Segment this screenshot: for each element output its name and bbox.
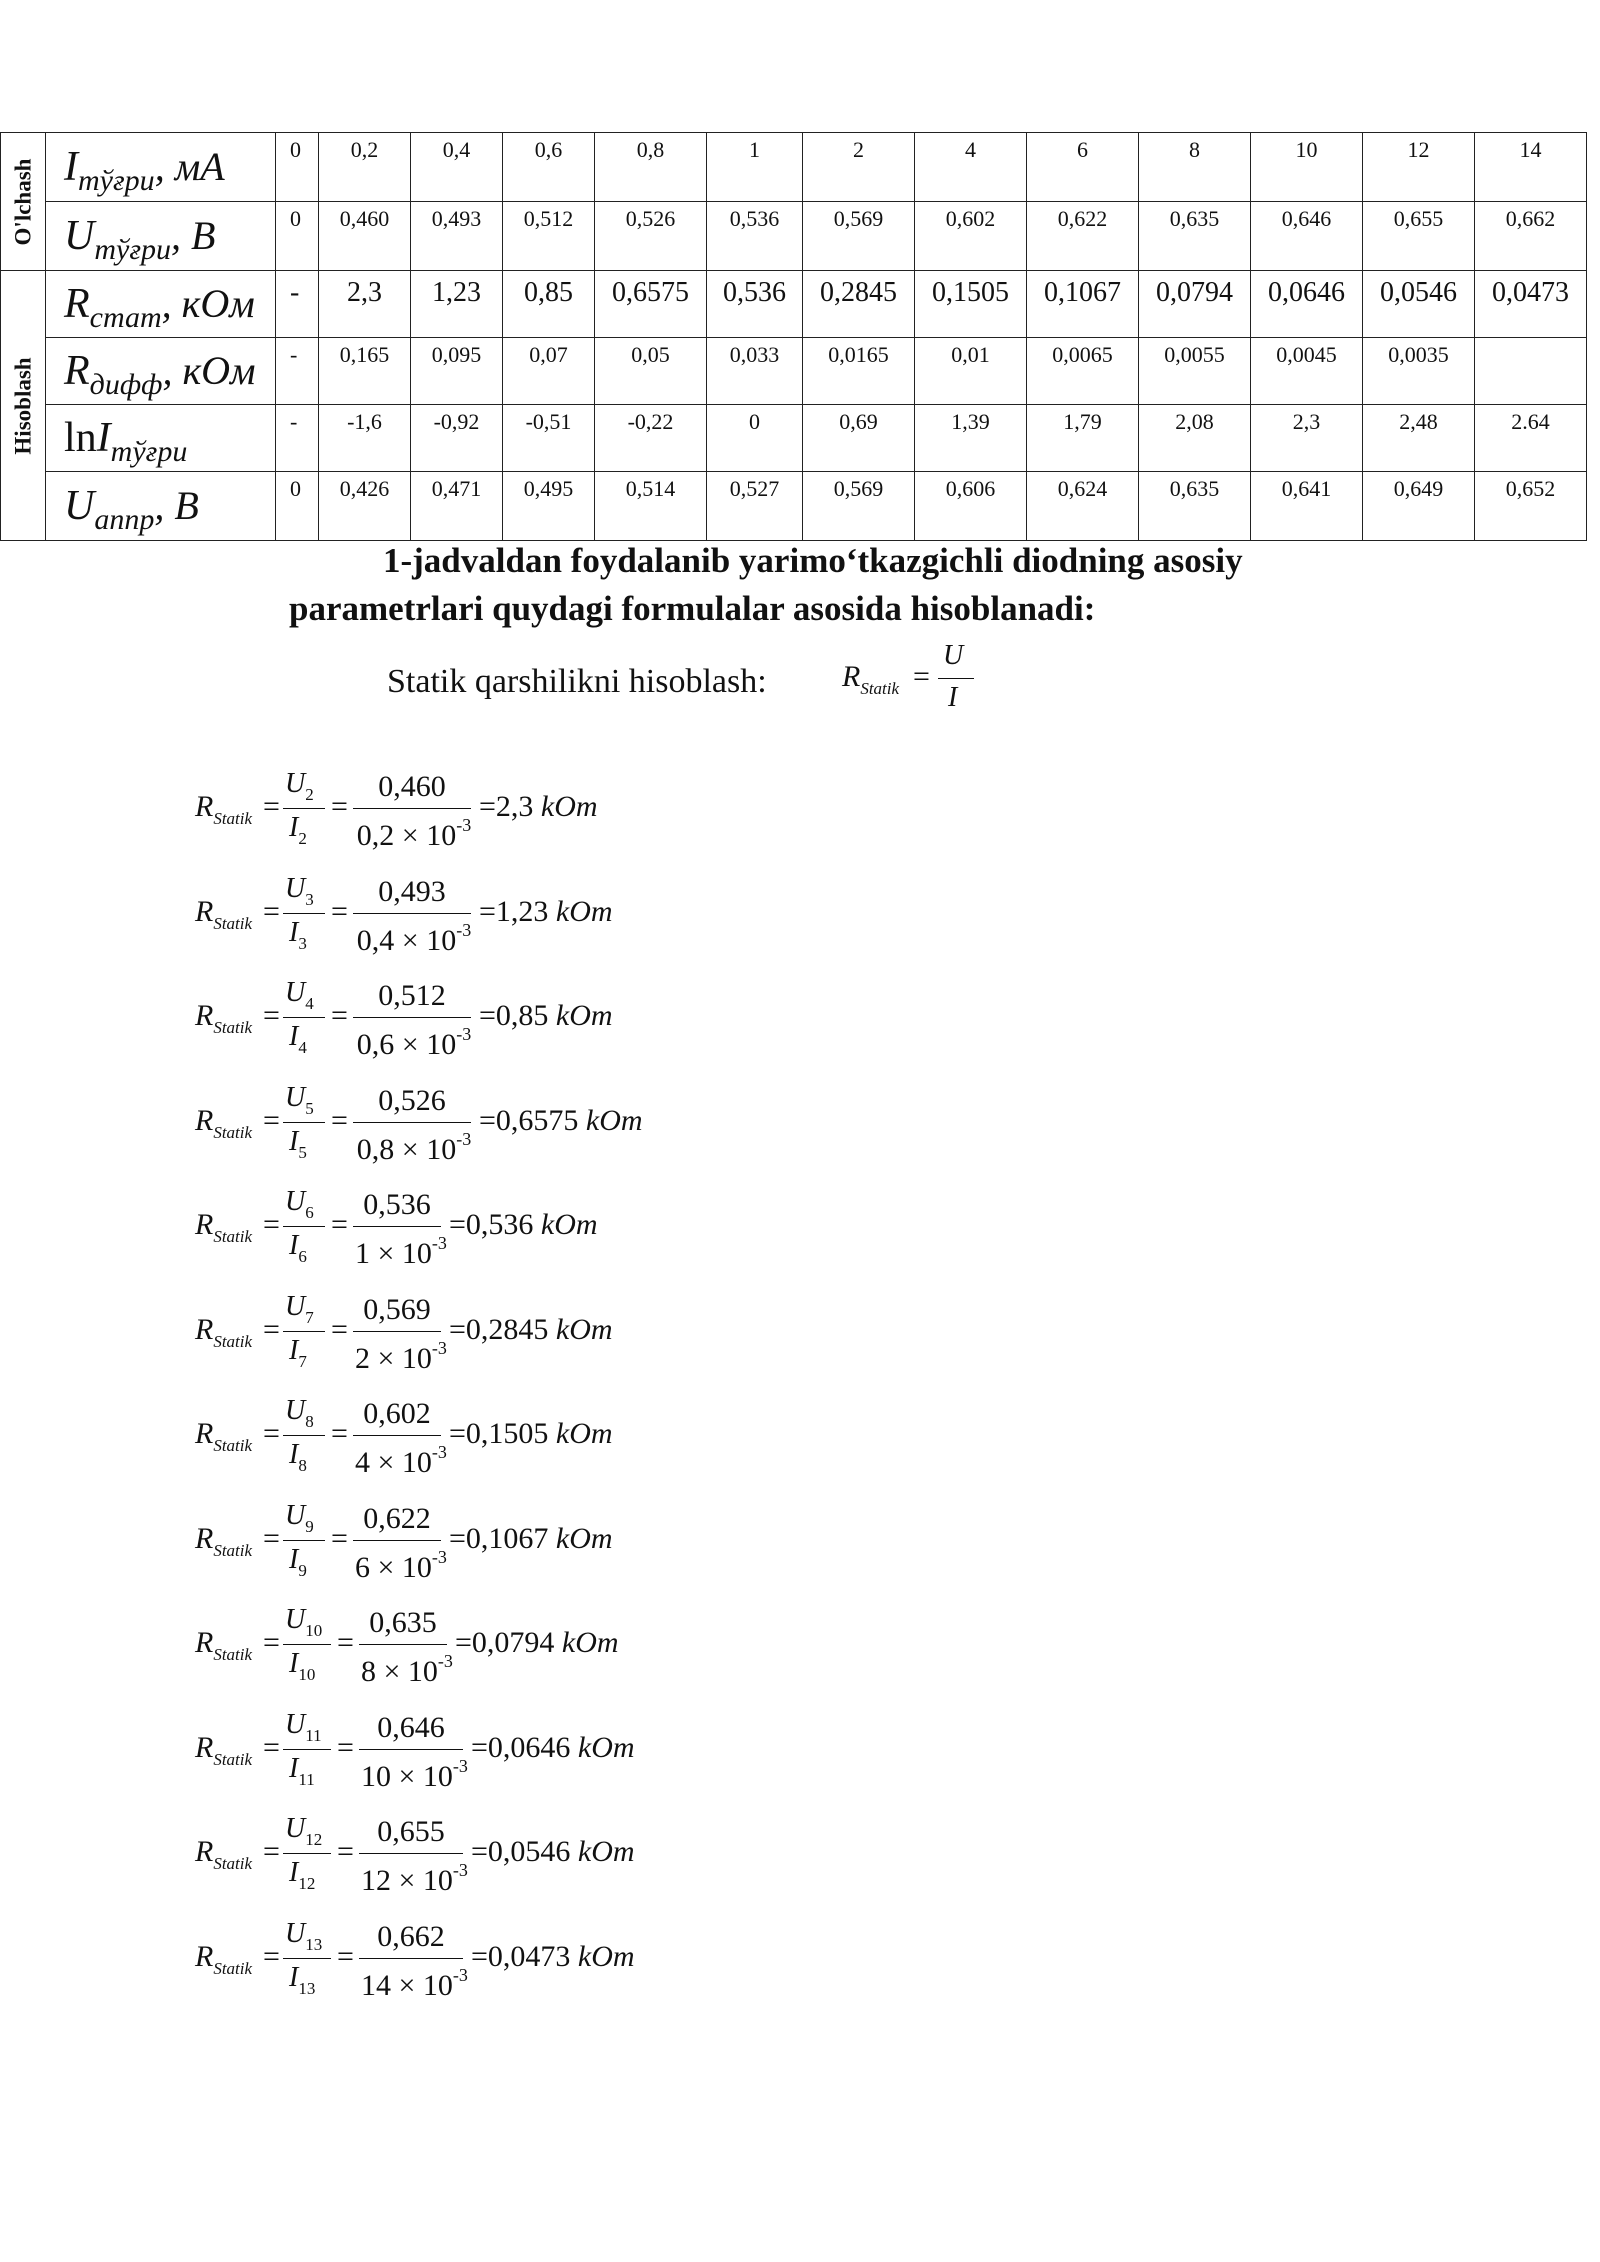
static-resistance-equation [195, 865, 715, 965]
static-resistance-equation [195, 1596, 715, 1696]
table-cell: -0,92 [411, 405, 503, 472]
static-resistance-equation [195, 1910, 715, 2010]
table-cell: 0,493 [411, 202, 503, 271]
table-cell: -0,22 [595, 405, 707, 472]
resistance-result: =0,0473 kOm [471, 1939, 635, 1973]
fraction-bar [353, 808, 471, 809]
voltage-value: 0,512 [378, 979, 446, 1012]
table-cell: 0,460 [319, 202, 411, 271]
fraction-bar [283, 1958, 331, 1959]
equals-sign: = [263, 1730, 280, 1764]
fraction-bar [283, 1435, 325, 1436]
fraction-bar [283, 1226, 325, 1227]
table-cell: 0,602 [915, 202, 1027, 271]
table-cell: 0,0473 [1475, 271, 1587, 338]
resistance-result: =0,1505 kOm [449, 1417, 613, 1450]
table-cell: -1,6 [319, 405, 411, 472]
voltage-symbol: $U_{13}$ [285, 1917, 323, 1954]
fraction-bar [353, 913, 471, 914]
current-symbol: $I_6$ [289, 1230, 307, 1266]
equals-sign: = [263, 999, 280, 1032]
voltage-symbol: $U_{12}$ [285, 1813, 323, 1849]
table-cell: 0,0045 [1251, 338, 1363, 405]
resistance-result: =0,536 kOm [449, 1208, 598, 1241]
table-cell: 0 [276, 472, 319, 541]
row-label: Uаппр, В [46, 472, 276, 541]
fraction-bar [359, 1958, 463, 1959]
fraction-bar [283, 1644, 331, 1645]
voltage-symbol: $U_{10}$ [285, 1604, 323, 1640]
resistance-result: =0,6575 kOm [479, 1103, 643, 1137]
table-cell: 0,652 [1475, 472, 1587, 541]
current-value: $1 \times 10^{-3}$ [355, 1233, 447, 1270]
table-cell: 4 [915, 133, 1027, 202]
table-cell: 0,622 [1027, 202, 1139, 271]
current-symbol: $I_3$ [289, 916, 307, 953]
equals-sign: = [263, 1521, 280, 1555]
table-cell: 0,536 [707, 271, 803, 338]
resistance-symbol: $R_{Statik}$ [195, 1626, 253, 1664]
table-cell: 0,05 [595, 338, 707, 405]
current-value: $14 \times 10^{-3}$ [361, 1964, 468, 2002]
table-cell: 0,649 [1363, 472, 1475, 541]
resistance-symbol: $R_{Statik}$ [195, 999, 253, 1037]
equals-sign: = [337, 1626, 354, 1659]
table-cell: 0,426 [319, 472, 411, 541]
table-cell: 1 [707, 133, 803, 202]
static-resistance-equation [195, 1492, 715, 1592]
group-label-measured: O'lchash [1, 133, 46, 271]
table-cell: 0,641 [1251, 472, 1363, 541]
fraction-bar [283, 1540, 325, 1541]
current-value: $8 \times 10^{-3}$ [361, 1651, 453, 1688]
table-cell: 0,033 [707, 338, 803, 405]
table-row [1, 271, 1587, 338]
table-cell: 0,0546 [1363, 271, 1475, 338]
current-symbol: $I_{11}$ [289, 1752, 315, 1789]
resistance-result: =0,85 kOm [479, 999, 613, 1032]
group-label-calculated: Hisoblash [1, 271, 46, 541]
fraction-bar [283, 1749, 331, 1750]
table-cell: 0,8 [595, 133, 707, 202]
resistance-symbol: $R_{Statik}$ [195, 1208, 253, 1246]
resistance-symbol: $R_{Statik}$ [195, 1312, 253, 1351]
voltage-value: 0,460 [378, 770, 446, 803]
voltage-value: 0,622 [363, 1501, 431, 1535]
section-heading-line-2: parametrlari quydagi formulalar asosida hisoblanadi: [289, 589, 1096, 628]
table-cell: 0,646 [1251, 202, 1363, 271]
table-cell [1475, 338, 1587, 405]
voltage-value: 0,536 [363, 1188, 431, 1221]
table-cell: 0,6 [503, 133, 595, 202]
resistance-symbol: $R_{Statik}$ [195, 790, 253, 828]
current-symbol: $I_9$ [289, 1543, 307, 1580]
equals-sign: = [331, 999, 348, 1032]
equals-sign: = [331, 1521, 348, 1555]
table-cell: 0,527 [707, 472, 803, 541]
formula-fraction-bar [938, 678, 974, 679]
table-cell: 8 [1139, 133, 1251, 202]
equals-sign: = [337, 1835, 354, 1868]
fraction-bar [283, 1331, 325, 1332]
voltage-symbol: $U_3$ [285, 872, 314, 909]
table-cell: 0,2 [319, 133, 411, 202]
resistance-symbol: $R_{Statik}$ [195, 1103, 253, 1142]
table-cell: 1,39 [915, 405, 1027, 472]
table-cell: 0,0065 [1027, 338, 1139, 405]
table-cell: 0,662 [1475, 202, 1587, 271]
resistance-result: =0,1067 kOm [449, 1521, 613, 1555]
table-cell: 0 [276, 202, 319, 271]
equals-sign: = [337, 1939, 354, 1973]
equals-sign: = [331, 1103, 348, 1137]
table-cell: 0,2845 [803, 271, 915, 338]
current-value: $0,6 \times 10^{-3}$ [356, 1024, 472, 1061]
table-cell: 0,569 [803, 202, 915, 271]
table-cell: 0,1505 [915, 271, 1027, 338]
equals-sign: = [337, 1730, 354, 1764]
table-cell: 0,569 [803, 472, 915, 541]
current-symbol: $I_{10}$ [289, 1648, 316, 1684]
voltage-symbol: $U_{11}$ [285, 1708, 322, 1745]
voltage-symbol: $U_4$ [285, 977, 314, 1013]
current-value: $0,4 \times 10^{-3}$ [356, 919, 472, 957]
table-cell: - [276, 405, 319, 472]
resistance-result: =0,0646 kOm [471, 1730, 635, 1764]
table-cell: 0,0055 [1139, 338, 1251, 405]
voltage-symbol: $U_2$ [285, 768, 314, 804]
table-cell: 0,514 [595, 472, 707, 541]
static-resistance-equation [195, 760, 715, 860]
fraction-bar [353, 1540, 441, 1541]
table-row [1, 472, 1587, 541]
table-cell: 0,635 [1139, 202, 1251, 271]
table-cell: 2,3 [319, 271, 411, 338]
resistance-result: =0,2845 kOm [449, 1312, 613, 1346]
intro-text: Statik qarshilikni hisoblash: [387, 663, 767, 700]
resistance-symbol: $R_{Statik}$ [195, 1835, 253, 1873]
table-cell: 0 [707, 405, 803, 472]
table-cell: 0,606 [915, 472, 1027, 541]
voltage-symbol: $U_6$ [285, 1186, 314, 1222]
current-symbol: $I_2$ [289, 812, 307, 848]
voltage-symbol: $U_7$ [285, 1290, 314, 1327]
voltage-symbol: $U_9$ [285, 1499, 314, 1536]
table-cell: 0,095 [411, 338, 503, 405]
table-cell: 0,0646 [1251, 271, 1363, 338]
fraction-bar [283, 1017, 325, 1018]
current-symbol: $I_4$ [289, 1021, 307, 1057]
table-cell: 0,0794 [1139, 271, 1251, 338]
equals-sign: = [331, 1417, 348, 1450]
equals-sign: = [263, 1103, 280, 1137]
resistance-symbol: $R_{Statik}$ [195, 1730, 253, 1769]
current-symbol: $I_7$ [289, 1334, 307, 1371]
formula-numerator: U [943, 640, 964, 671]
resistance-result: =2,3 kOm [479, 790, 598, 823]
table-cell: - [276, 338, 319, 405]
voltage-symbol: $U_5$ [285, 1081, 314, 1118]
resistance-result: =0,0794 kOm [455, 1626, 619, 1659]
equals-sign: = [331, 1208, 348, 1241]
table-cell: 0,0035 [1363, 338, 1475, 405]
formula-denominator: I [948, 682, 958, 713]
table-cell: 2 [803, 133, 915, 202]
current-value: $12 \times 10^{-3}$ [361, 1860, 468, 1897]
resistance-symbol: $R_{Statik}$ [195, 894, 253, 933]
voltage-value: 0,602 [363, 1397, 431, 1430]
resistance-symbol: $R_{Statik}$ [195, 1939, 253, 1978]
fraction-bar [353, 1017, 471, 1018]
table-cell: 0,536 [707, 202, 803, 271]
resistance-result: =0,0546 kOm [471, 1835, 635, 1868]
table-cell: 0,4 [411, 133, 503, 202]
row-label: lnIтўғри [46, 405, 276, 472]
table-cell: 0,6575 [595, 271, 707, 338]
equals-sign: = [331, 1312, 348, 1346]
current-value: $0,8 \times 10^{-3}$ [356, 1128, 472, 1166]
row-label: Iтўғри, мА [46, 133, 276, 202]
table-body [1, 133, 1587, 541]
equals-sign: = [331, 790, 348, 823]
equals-sign: = [263, 1626, 280, 1659]
equals-sign: = [263, 1312, 280, 1346]
static-resistance-equation [195, 1178, 715, 1278]
table-cell: 0,165 [319, 338, 411, 405]
current-value: $10 \times 10^{-3}$ [361, 1755, 468, 1793]
table-cell: 0,85 [503, 271, 595, 338]
equals-sign: = [263, 1208, 280, 1241]
fraction-bar [353, 1226, 441, 1227]
table-cell: - [276, 271, 319, 338]
table-cell: 0,495 [503, 472, 595, 541]
table-cell: 0,655 [1363, 202, 1475, 271]
row-label: Rдифф, кОм [46, 338, 276, 405]
current-value: $0,2 \times 10^{-3}$ [356, 815, 472, 852]
current-value: $4 \times 10^{-3}$ [355, 1442, 447, 1479]
static-resistance-equation [195, 1074, 715, 1174]
table-cell: 2,48 [1363, 405, 1475, 472]
current-value: $2 \times 10^{-3}$ [355, 1337, 447, 1375]
table-cell: 0,01 [915, 338, 1027, 405]
table-cell: 0,512 [503, 202, 595, 271]
table-cell: 14 [1475, 133, 1587, 202]
table-cell: 0 [276, 133, 319, 202]
measurement-table [0, 132, 1587, 541]
equals-sign: = [263, 790, 280, 823]
equals-sign: = [263, 1835, 280, 1868]
table-cell: 0,471 [411, 472, 503, 541]
voltage-symbol: $U_8$ [285, 1395, 314, 1431]
current-symbol: $I_8$ [289, 1439, 307, 1475]
fraction-bar [353, 1122, 471, 1123]
equals-sign: = [263, 894, 280, 928]
equals-sign: = [331, 894, 348, 928]
table-cell: 0,624 [1027, 472, 1139, 541]
voltage-value: 0,493 [378, 874, 446, 908]
row-label: Rстат, кОм [46, 271, 276, 338]
voltage-value: 0,526 [378, 1083, 446, 1117]
fraction-bar [283, 808, 325, 809]
equals-sign: = [263, 1417, 280, 1450]
current-symbol: $I_{12}$ [289, 1857, 316, 1893]
static-resistance-equation [195, 969, 715, 1069]
static-resistance-equation [195, 1701, 715, 1801]
table-cell: 6 [1027, 133, 1139, 202]
table-cell: 0,07 [503, 338, 595, 405]
static-resistance-equation [195, 1387, 715, 1487]
resistance-result: =1,23 kOm [479, 894, 613, 928]
fraction-bar [283, 913, 325, 914]
table-row [1, 405, 1587, 472]
resistance-symbol: $R_{Statik}$ [195, 1521, 253, 1560]
table-cell: 2,3 [1251, 405, 1363, 472]
fraction-bar [353, 1435, 441, 1436]
voltage-value: 0,655 [377, 1815, 445, 1848]
fraction-bar [359, 1749, 463, 1750]
row-label: Uтўғри, В [46, 202, 276, 271]
current-symbol: $I_5$ [289, 1125, 307, 1162]
fraction-bar [353, 1331, 441, 1332]
table-cell: 10 [1251, 133, 1363, 202]
current-symbol: $I_{13}$ [289, 1961, 316, 1998]
fraction-bar [283, 1853, 331, 1854]
table-cell: 1,79 [1027, 405, 1139, 472]
voltage-value: 0,569 [363, 1292, 431, 1326]
fraction-bar [283, 1122, 325, 1123]
table-cell: 0,0165 [803, 338, 915, 405]
table-cell: 0,635 [1139, 472, 1251, 541]
table-cell: 0,69 [803, 405, 915, 472]
table-cell: -0,51 [503, 405, 595, 472]
general-formula [842, 638, 1022, 738]
equals-sign: = [263, 1939, 280, 1973]
table-row [1, 202, 1587, 271]
table-cell: 2,08 [1139, 405, 1251, 472]
voltage-value: 0,635 [369, 1606, 437, 1639]
static-resistance-equation [195, 1805, 715, 1905]
table-cell: 12 [1363, 133, 1475, 202]
formula-equals: = [913, 660, 930, 693]
static-resistance-equation [195, 1283, 715, 1383]
table-row [1, 133, 1587, 202]
table-cell: 0,526 [595, 202, 707, 271]
table-row [1, 338, 1587, 405]
voltage-value: 0,646 [377, 1710, 445, 1744]
fraction-bar [359, 1644, 447, 1645]
current-value: $6 \times 10^{-3}$ [355, 1546, 447, 1584]
table-cell: 0,1067 [1027, 271, 1139, 338]
voltage-value: 0,662 [377, 1919, 445, 1953]
table-cell: 1,23 [411, 271, 503, 338]
table-cell: 2.64 [1475, 405, 1587, 472]
resistance-symbol: $R_{Statik}$ [195, 1417, 253, 1455]
formula-R: $R_{Statik}$ [842, 660, 900, 698]
fraction-bar [359, 1853, 463, 1854]
section-heading-line-1: 1-jadvaldan foydalanib yarimo‘tkazgichli diodning asosiy [383, 541, 1243, 580]
